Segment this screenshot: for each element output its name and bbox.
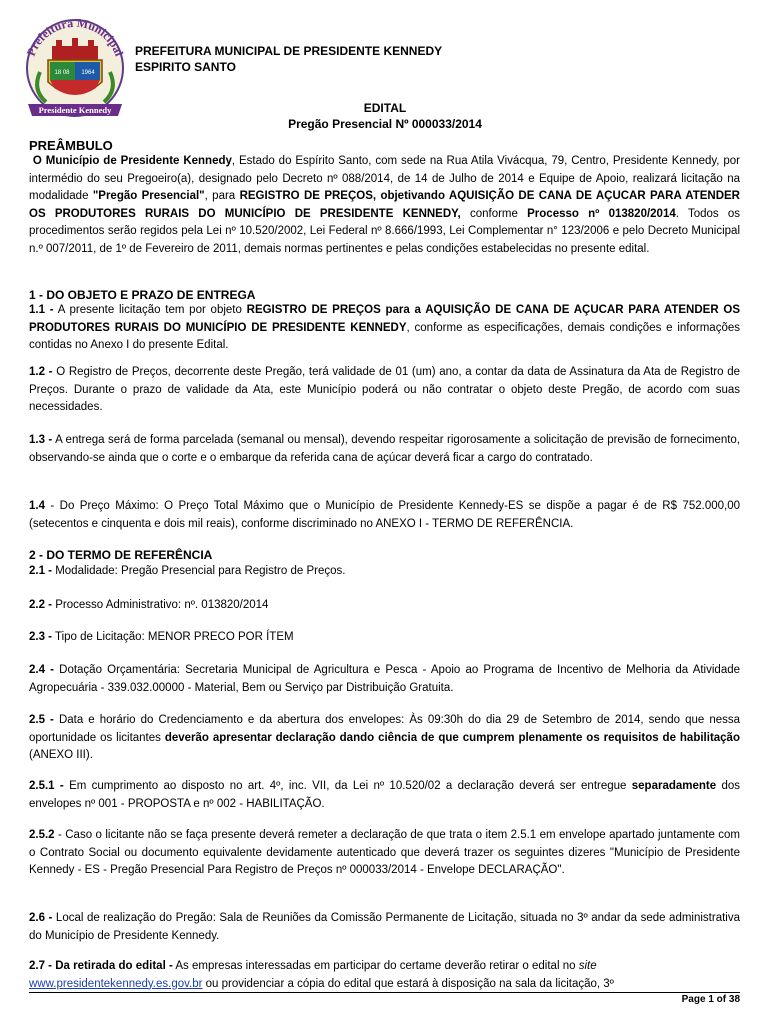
preamble-heading: PREÂMBULO	[29, 138, 113, 153]
section-2-heading: 2 - DO TERMO DE REFERÊNCIA	[29, 548, 213, 562]
clause-2-7: 2.7 - Da retirada do edital - As empresas interessadas em participar do certame deverão retirar o edital no site www.presidentekennedy.es.gov.br ou providenciar a cópia do edital que estará à disposição na sala da licitação, 3º	[29, 960, 614, 990]
page-number: Page 1 of 38	[681, 994, 740, 1005]
clause-1-2: 1.2 - O Registro de Preços, decorrente deste Pregão, terá validade de 01 (um) ano, a contar da data de Assinatura da Ata de Registro de Preços. Durante o prazo de validade da Ata, este Município poderá ou não contratar o objeto deste Pregão, de acordo com suas necessidades.	[29, 366, 741, 414]
doc-title: EDITAL	[363, 101, 407, 115]
website-link[interactable]: www.presidentekennedy.es.gov.br	[29, 977, 203, 990]
clause-1-4: 1.4 - Do Preço Máximo: O Preço Total Máximo que o Município de Presidente Kennedy-ES se dispõe a pagar é de R$ 752.000,00 (setecentos e cinquenta e dois mil reais), conforme discriminado no ANEXO I - TERMO DE REFERÊNCIA.	[29, 500, 740, 530]
clause-2-5-2: 2.5.2 - Caso o licitante não se faça presente deverá remeter a declaração de que trata o item 2.5.1 em envelope apartado juntamente com o Contrato Social ou documento equivalente devidamente autenticado que deverá trazer os seguintes dizeres "Município de Presidente Kennedy - ES - Pregão Presencial Para Registro de Preços nº 000033/2014 - Envelope DECLARAÇÃO".	[29, 829, 740, 877]
clause-1-3: 1.3 - A entrega será de forma parcelada (semanal ou mensal), devendo respeitar rigorosamente a solicitação de previsão de fornecimento, observando-se ainda que o corte e o embarque da referida cana de açúcar deverá ficar a cargo do contratado.	[29, 434, 741, 464]
doc-subtitle: Pregão Presencial Nº 000033/2014	[288, 117, 482, 131]
clause-2-5: 2.5 - Data e horário do Credenciamento e da abertura dos envelopes: Às 09:30h do dia 29 de Setembro de 2014, sendo que nessa oportunidade os licitantes deverão apresentar declaração dando ciência de que cumprem plenamente os requisitos de habilitação (ANEXO III).	[29, 714, 741, 762]
svg-text:1964: 1964	[81, 70, 95, 76]
svg-text:18 08: 18 08	[54, 70, 70, 76]
clause-2-5-1: 2.5.1 - Em cumprimento ao disposto no art. 4º, inc. VII, da Lei nº 10.520/02 a declaração deverá ser entregue separadamente dos envelopes nº 001 - PROPOSTA e nº 002 - HABILITAÇÃO.	[29, 780, 741, 810]
svg-text:Prefeitura Municipal: Prefeitura Municipal	[23, 15, 127, 58]
clause-2-6: 2.6 - Local de realização do Pregão: Sala de Reuniões da Comissão Permanente de Licitação, situada no 3º andar da sede administrativa do Município de Presidente Kennedy.	[29, 912, 740, 942]
header-municipality: PREFEITURA MUNICIPAL DE PRESIDENTE KENNEDY	[135, 44, 443, 58]
footer-divider	[29, 992, 740, 993]
clause-1-1: 1.1 - A presente licitação tem por objeto REGISTRO DE PREÇOS para a AQUISIÇÃO DE CANA DE AÇUCAR PARA ATENDER OS PRODUTORES RURAIS DO MUNICÍPIO DE PRESIDENTE KENNEDY, conforme as especificações, demais condições e informações contidas no Anexo I do presente Edital.	[29, 304, 741, 352]
clause-2-4: 2.4 - Dotação Orçamentária: Secretaria Municipal de Agricultura e Pesca - Apoio ao Programa de Incentivo de Melhoria da Atividade Agropecuária - 339.032.00000 - Material, Bem ou Serviço par Distribuição Gratuita.	[29, 664, 741, 694]
header-state: ESPIRITO SANTO	[135, 60, 236, 74]
svg-text:Presidente Kennedy: Presidente Kennedy	[38, 105, 112, 115]
clause-2-2: 2.2 - Processo Administrativo: nº. 013820/2014	[29, 599, 269, 611]
clause-2-3: 2.3 - Tipo de Licitação: MENOR PRECO POR ÍTEM	[29, 631, 294, 643]
clause-2-1: 2.1 - Modalidade: Pregão Presencial para Registro de Preços.	[29, 565, 346, 577]
section-1-heading: 1 - DO OBJETO E PRAZO DE ENTREGA	[29, 288, 256, 302]
preamble-paragraph: O Município de Presidente Kennedy, Estado do Espírito Santo, com sede na Rua Atila Vivácqua, 79, Centro, Presidente Kennedy, por intermédio do seu Pregoeiro(a), designado pelo Decreto nº 088/2014, de 14 de Julho de 2014 e Equipe de Apoio, realizará licitação na modalidade "Pregão Presencial", para REGISTRO DE PREÇOS, objetivando AQUISIÇÃO DE CANA DE AÇUCAR PARA ATENDER OS PRODUTORES RURAIS DO MUNICÍPIO DE PRESIDENTE KENNEDY, conforme Processo nº 013820/2014. Todos os procedimentos serão regidos pela Lei nº 10.520/2002, Lei Federal nº 8.666/1993, Lei Complementar n° 123/2006 e pelo Decreto Municipal n.º 007/2011, de 1º de Fevereiro de 2011, demais normas pertinentes e pelas condições estabelecidas no presente edital.	[29, 155, 741, 255]
